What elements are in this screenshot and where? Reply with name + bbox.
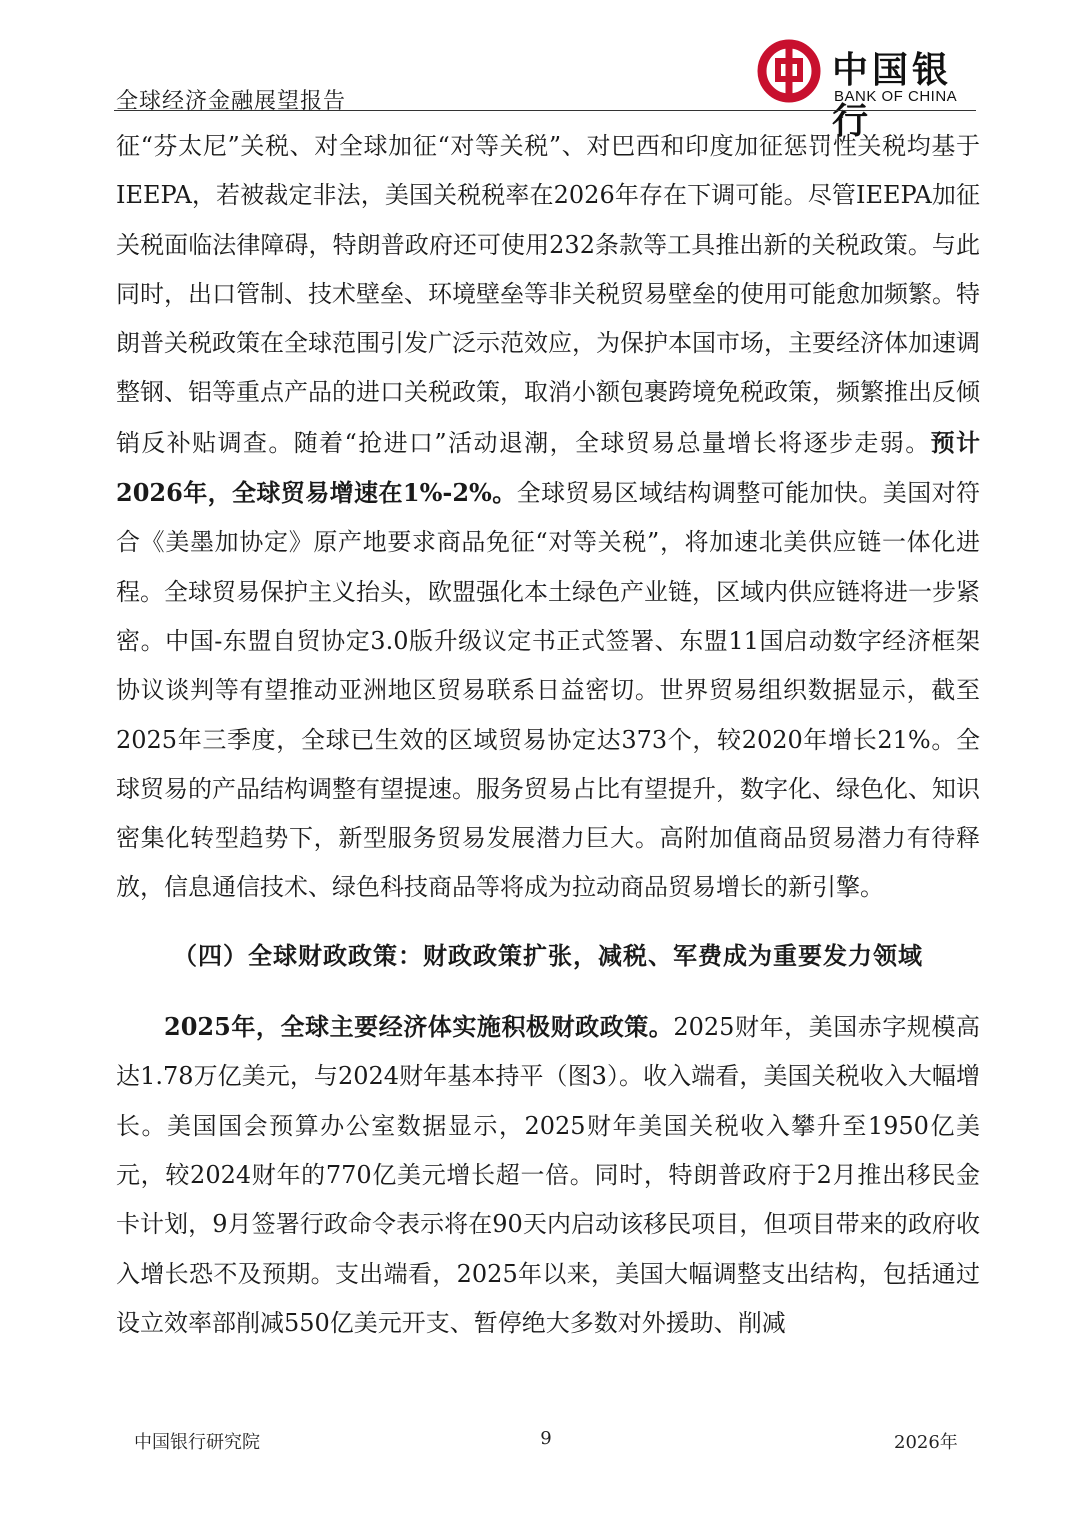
page-number: 9 [540,1428,552,1449]
header-divider [114,110,976,111]
footer-year: 2026年 [894,1432,958,1453]
paragraph-trade-tail: 全球贸易区域结构调整可能加快。美国对符合《美墨加协定》原产地要求商品免征“对等关税”，将加速北美供应链一体化进程。全球贸易保护主义抬头，欧盟强化本土绿色产业链，区域内供应链将进一步紧密。中国-东盟自贸协定3.0版升级议定书正式签署、东盟11国启动数字经济框架协议谈判等有望推动亚洲地区贸易联系日益密切。世界贸易组织数据显示，截至2025年三季度，全球已生效的区域贸易协定达373个，较2020年增长21%。全球贸易的产品结构调整有望提速。服务贸易占比有望提升，数字化、绿色化、知识密集化转型趋势下，新型服务贸易发展潜力巨大。高附加值商品贸易潜力有待释放，信息通信技术、绿色科技商品等将成为拉动商品贸易增长的新引擎。 [116,479,981,902]
paragraph-fiscal-bold: 2025年，全球主要经济体实施积极财政政策。 [164,1012,674,1042]
paragraph-trade-text: 征“芬太尼”关税、对全球加征“对等关税”、对巴西和印度加征惩罚性关税均基于IEEPA，若被裁定非法，美国关税税率在2026年存在下调可能。尽管IEEPA加征关税面临法律障碍，特朗普政府还可使用232条款等工具推出新的关税政策。与此同时，出口管制、技术壁垒、环境壁垒等非关税贸易壁垒的使用可能愈加频繁。特朗普关税政策在全球范围引发广泛示范效应，为保护本国市场，主要经济体加速调整钢、铝等重点产品的进口关税政策，取消小额包裹跨境免税政策，频繁推出反倾销反补贴调查。随着“抢进口”活动退潮，全球贸易总量增长将逐步走弱。 [116,132,980,457]
report-title: 全球经济金融展望报告 [116,89,347,114]
logo-chinese-name: 中国银行 [832,50,953,142]
main-content [116,122,980,1348]
paragraph-fiscal-text: 2025财年，美国赤字规模高达1.78万亿美元，与2024财年基本持平（图3）。收入端看，美国关税收入大幅增长。美国国会预算办公室数据显示，2025财年美国关税收入攀升至1950亿美元，较2024财年的770亿美元增长超一倍。同时，特朗普政府于2月推出移民金卡计划，9月签署行政命令表示将在90天内启动该移民项目，但项目带来的政府收入增长恐不及预期。支出端看，2025年以来，美国大幅调整支出结构，包括通过设立效率部削减550亿美元开支、暂停绝大多数对外援助、削减 [116,1013,981,1337]
paragraph-trade [116,122,980,913]
paragraph-fiscal [116,1002,980,1348]
bank-of-china-logo-icon [756,38,822,104]
section-heading: （四）全球财政政策：财政政策扩张，减税、军费成为重要发力领域 [173,940,923,970]
bank-logo [756,38,976,142]
footer-institute: 中国银行研究院 [134,1432,260,1453]
logo-english-name: BANK OF CHINA [834,88,958,105]
paragraph-trade-bold: 预计2026年，全球贸易增速在1%-2%。 [116,427,981,508]
